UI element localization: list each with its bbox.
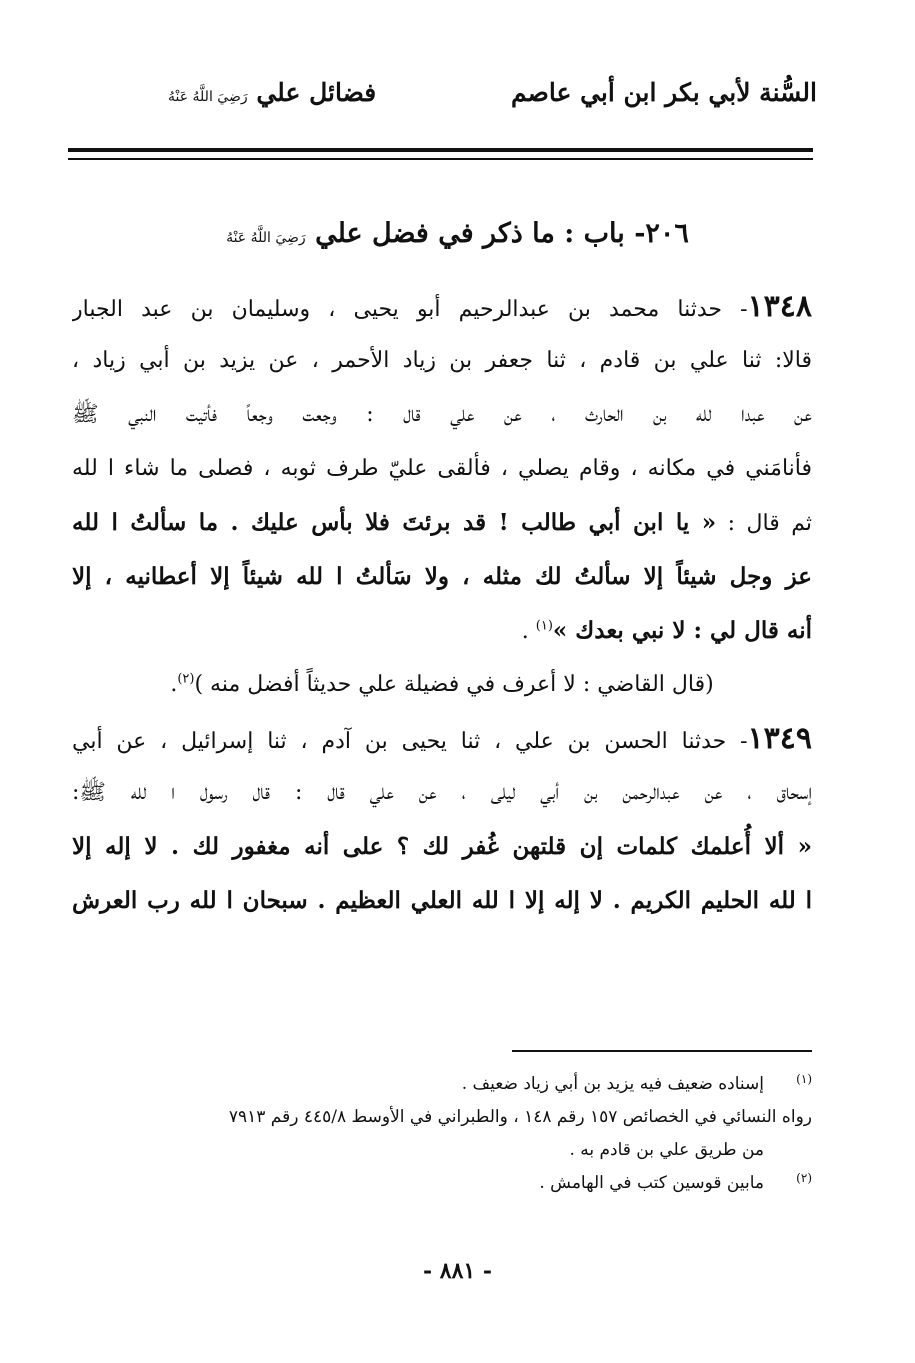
section-title-text: فضائل علي bbox=[256, 78, 377, 107]
chapter-heading bbox=[0, 218, 915, 249]
footnote-ref-1: (١) bbox=[535, 618, 553, 634]
running-header bbox=[0, 78, 915, 118]
footnotes bbox=[72, 1068, 812, 1200]
hadith-1348-line-6: عز وجل شيئاً إلا سألتُ لك مثله ، ولا سَألتُ ا لله شيئاً إلا أعطانيه ، إلا bbox=[72, 563, 812, 590]
footnote-1-text-3: من طريق علي بن قادم به . bbox=[569, 1140, 764, 1160]
footnote-1-line-2: رواه النسائي في الخصائص ١٥٧ رقم ١٤٨ ، والطبراني في الأوسط ٤٤٥/٨ رقم ٧٩١٣ bbox=[228, 1107, 812, 1127]
footnote-2-text-1: مابين قوسين كتب في الهامش . bbox=[539, 1173, 764, 1193]
hadith-1348-line-1 bbox=[72, 280, 812, 334]
hadith-1348-line-7-bold: أنه قال لي : لا نبي بعدك » bbox=[552, 617, 812, 644]
qadi-note-text: (قال القاضي : لا أعرف في فضيلة علي حديثاً أفضل منه ) bbox=[194, 672, 714, 697]
footnote-ref-2: (٢) bbox=[177, 671, 195, 687]
footnote-rule bbox=[512, 1050, 812, 1052]
hadith-1348-line-5-bold: « يا ابن أبي طالب ! قد برئتَ فلا بأس عليك . ما سألتُ ا لله bbox=[72, 509, 717, 536]
hadith-1349-line-2: إسحاق ، عن عبدالرحمن بن أبي ليلى ، عن علي قال : قال رسول ا لله ﷺ: bbox=[72, 780, 812, 805]
section-title bbox=[168, 78, 376, 107]
page-number: - ٨٨١ - bbox=[422, 1258, 493, 1284]
footnote-1-line-1 bbox=[72, 1068, 812, 1101]
qadi-note-end: . bbox=[170, 672, 178, 697]
footnote-2-line-1 bbox=[72, 1167, 812, 1200]
hadith-number-1348: ١٣٤٨ bbox=[747, 289, 812, 324]
book-title: السُّنة لأبي بكر ابن أبي عاصم bbox=[510, 78, 817, 107]
hadith-1348-line-7-end: . bbox=[521, 619, 536, 644]
section-honorific: رَضِيَ اللَّهُ عَنْهُ bbox=[168, 89, 248, 105]
hadith-1348-line-2: قالا: ثنا علي بن قادم ، ثنا جعفر بن زياد الأحمر ، عن يزيد بن أبي زياد ، bbox=[72, 348, 812, 373]
main-text bbox=[72, 280, 812, 928]
chapter-title-text: ٢٠٦- باب : ما ذكر في فضل علي bbox=[315, 218, 689, 249]
hadith-1349-line-4: ا لله الحليم الكريم . لا إله إلا ا لله العلي العظيم . سبحان ا لله رب العرش bbox=[72, 887, 812, 914]
hadith-1349-line-1 bbox=[72, 712, 812, 766]
hadith-1348-line-7 bbox=[72, 604, 812, 658]
hadith-1349-line-3: « ألا أُعلمك كلمات إن قلتهن غُفر لك ؟ على أنه مغفور لك . لا إله إلا bbox=[72, 833, 812, 860]
hadith-1348-line-5-plain: ثم قال : bbox=[716, 511, 812, 536]
hadith-1348-text-1: - حدثنا محمد بن عبدالرحيم أبو يحيى ، وسليمان بن عبد الجبار bbox=[72, 297, 748, 322]
header-rule-thick bbox=[68, 148, 813, 152]
hadith-1348-line-3: عن عبدا لله بن الحارث ، عن علي قال : وجعت وجعاً فأتيت النبي ﷺ bbox=[72, 402, 812, 427]
hadith-number-1349: ١٣٤٩ bbox=[747, 721, 812, 756]
hadith-1348-line-5 bbox=[72, 496, 812, 550]
chapter-honorific: رَضِيَ اللَّهُ عَنْهُ bbox=[226, 230, 306, 246]
footnote-1-text-1: إسناده ضعيف فيه يزيد بن أبي زياد ضعيف . bbox=[461, 1074, 764, 1094]
qadi-note bbox=[72, 658, 812, 712]
header-rule-thin bbox=[68, 158, 813, 160]
hadith-1349-text-1: - حدثنا الحسن بن علي ، ثنا يحيى بن آدم ، ثنا إسرائيل ، عن أبي bbox=[72, 729, 748, 754]
footnote-2-number: (٢) bbox=[796, 1171, 812, 1185]
footnote-1-number: (١) bbox=[796, 1072, 812, 1086]
footnote-1-line-3 bbox=[72, 1134, 812, 1167]
hadith-1348-line-4: فأنامَني في مكانه ، وقام يصلي ، فألقى عليّ طرف ثوبه ، فصلى ما شاء ا لله bbox=[72, 456, 812, 481]
